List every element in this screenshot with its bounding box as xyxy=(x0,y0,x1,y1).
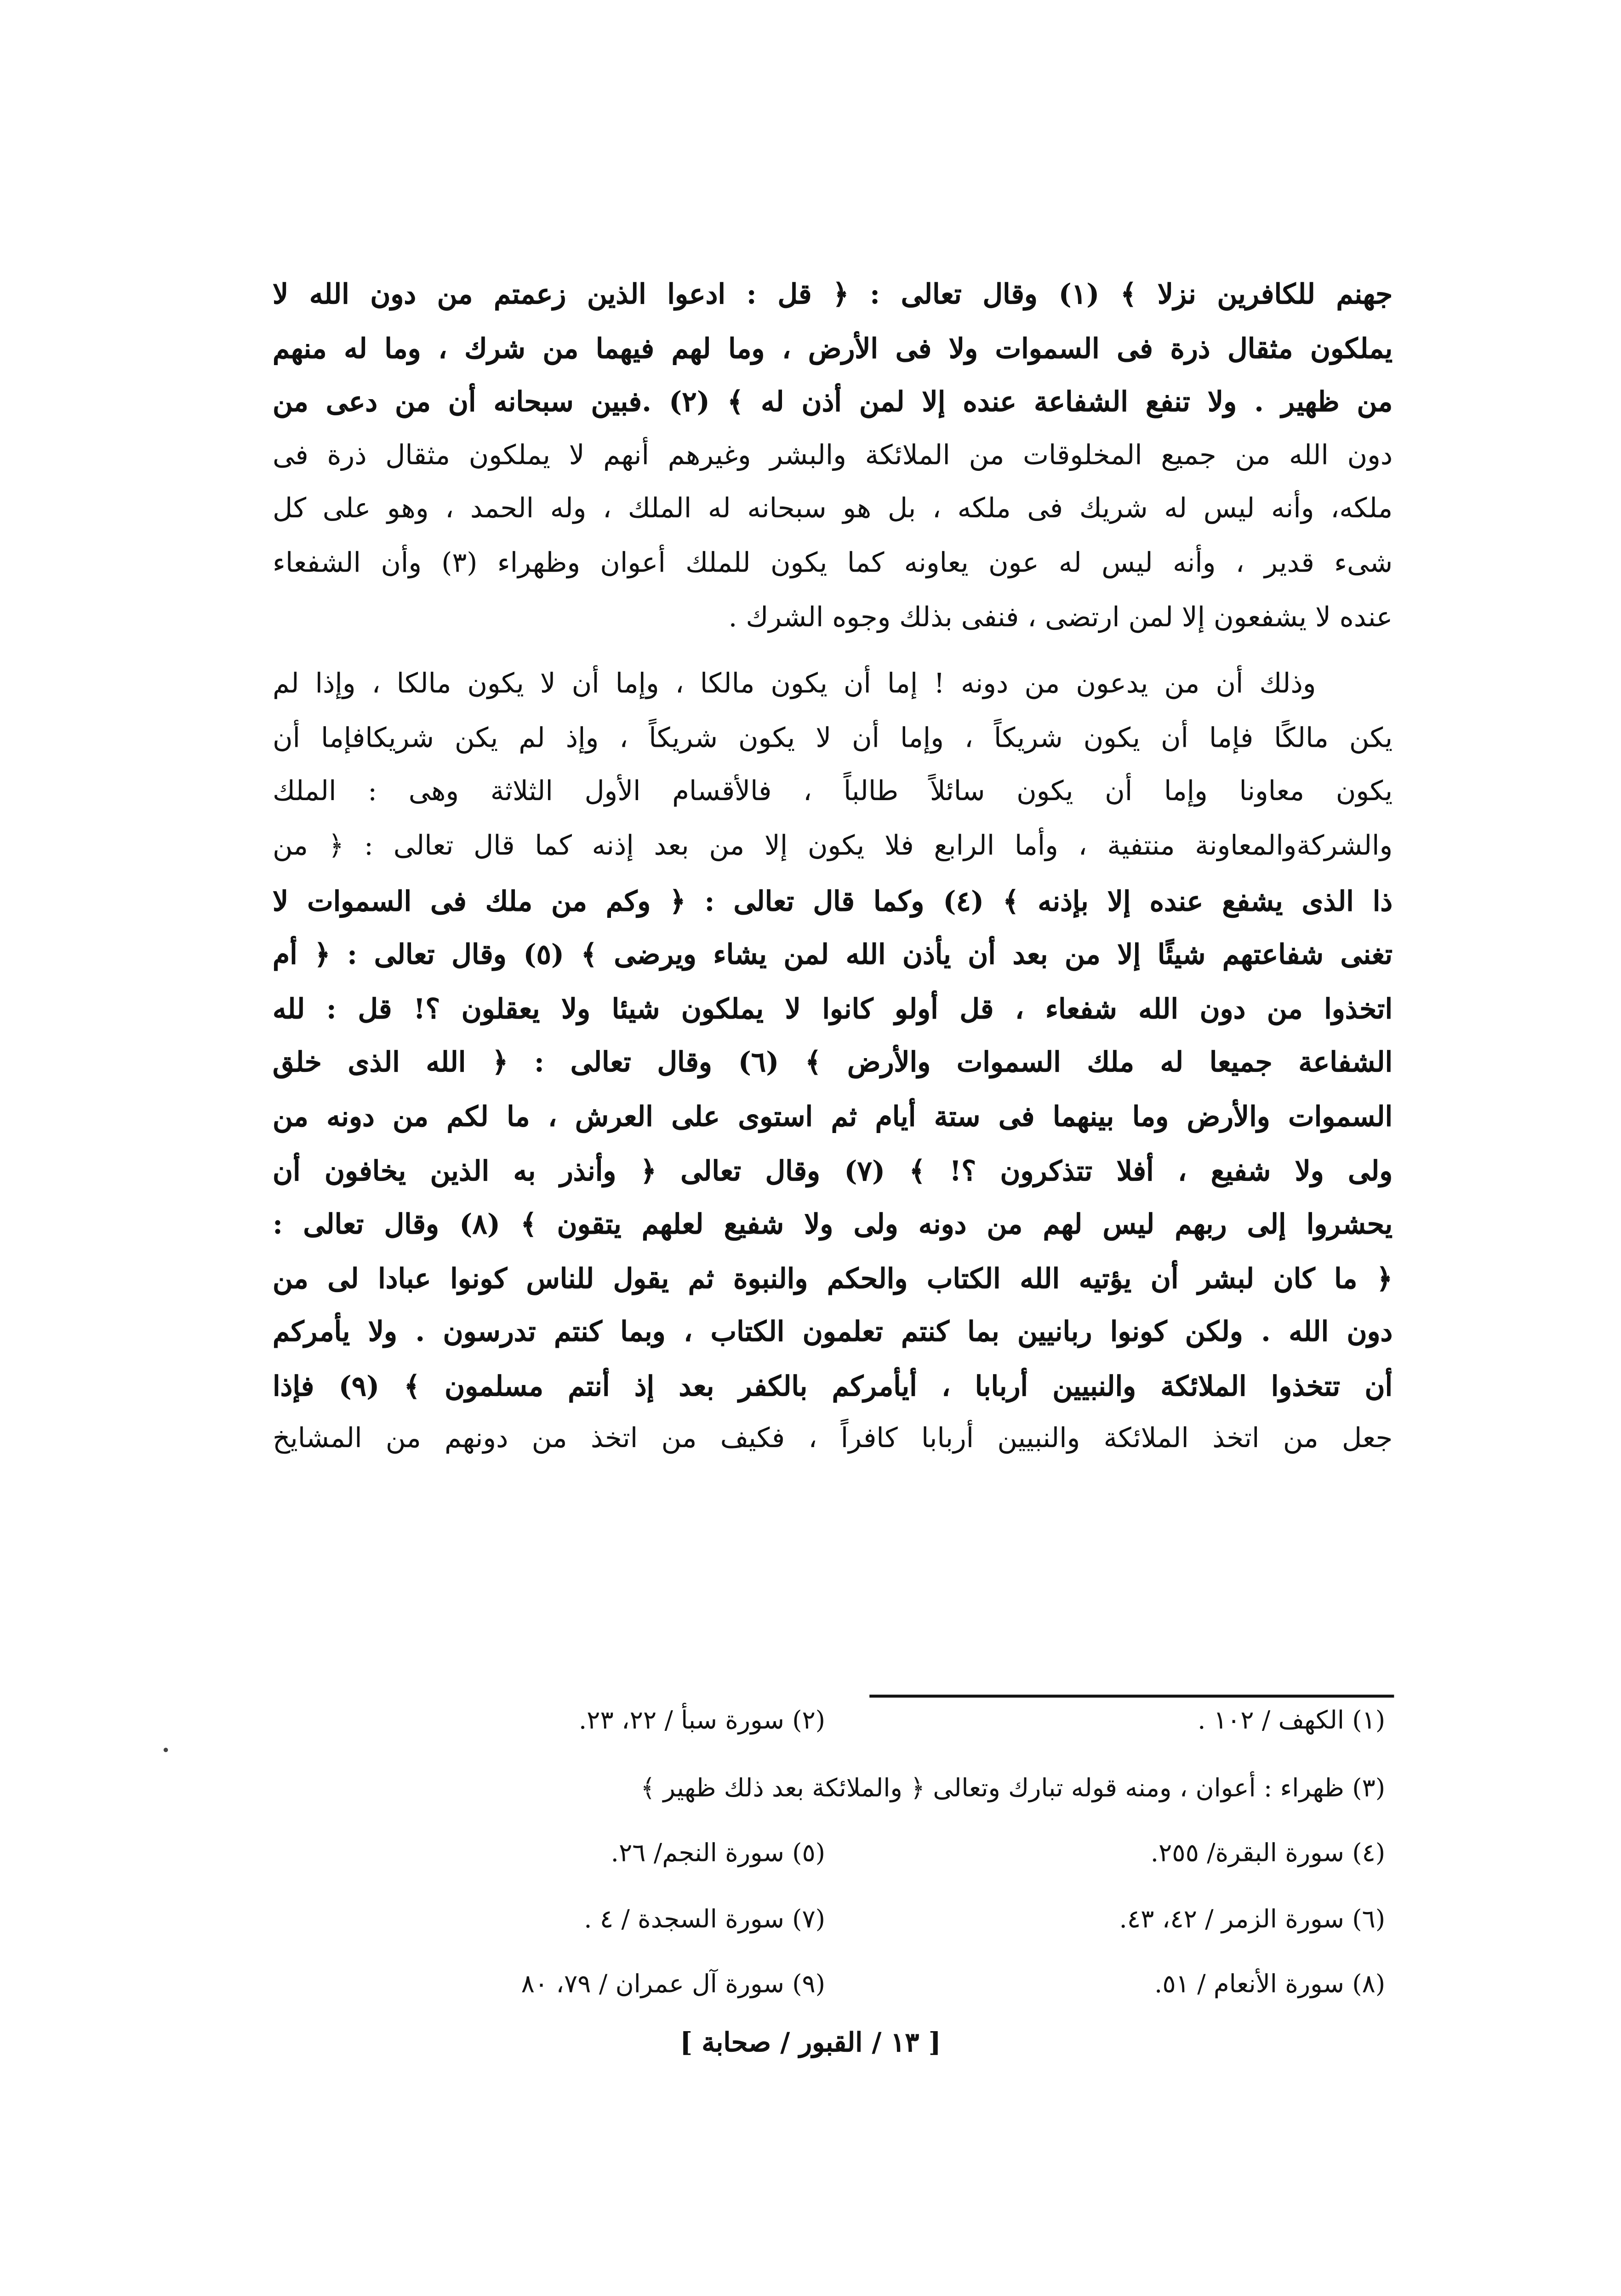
text-line: ملكه، وأنه ليس له شريك فى ملكه ، بل هو سبحانه له الملك ، وله الحمد ، وهو على كل xyxy=(273,494,1393,526)
footnote-7: (٧) سورة السجدة / ٤ . xyxy=(584,1905,826,1935)
text-line: الشفاعة جميعا له ملك السموات والأرض ﴾ (٦) وقال تعالى : ﴿ الله الذى خلق xyxy=(273,1047,1393,1079)
text-line: جعل من اتخذ الملائكة والنبيين أربابا كافراً ، فكيف من اتخذ من دونهم من المشايخ xyxy=(273,1424,1393,1455)
footnote-4: (٤) سورة البقرة/ ٢٥٥. xyxy=(1150,1839,1386,1869)
footnote-5: (٥) سورة النجم/ ٢٦. xyxy=(611,1839,826,1869)
main-text xyxy=(273,268,1393,1468)
footnote-6: (٦) سورة الزمر / ٤٢، ٤٣. xyxy=(1119,1905,1386,1935)
paragraph-1 xyxy=(273,268,1393,646)
text-line: يكون معاونا وإما أن يكون سائلاً طالباً ، فالأقسام الأول الثلاثة وهى : الملك xyxy=(273,777,1393,808)
footnote-9: (٩) سورة آل عمران / ٧٩، ٨٠ xyxy=(521,1970,826,2000)
footnote-1: (١) الكهف / ١٠٢ . xyxy=(1198,1706,1386,1736)
footnote-separator xyxy=(869,1695,1394,1697)
text-line: عنده لا يشفعون إلا لمن ارتضى ، فنفى بذلك وجوه الشرك . xyxy=(728,602,1393,633)
text-line: جهنم للكافرين نزلا ﴾ (١) وقال تعالى : ﴿ قل : ادعوا الذين زعمتم من دون الله لا xyxy=(273,278,1393,311)
text-line: دون الله . ولكن كونوا ربانيين بما كنتم تعلمون الكتاب ، وبما كنتم تدرسون . ولا يأمركم xyxy=(273,1316,1393,1349)
scan-speck xyxy=(164,1748,168,1752)
footnote-2: (٢) سورة سبأ / ٢٢، ٢٣. xyxy=(578,1706,826,1736)
paragraph-2 xyxy=(273,659,1393,1468)
text-line: من ظهير . ولا تنفع الشفاعة عنده إلا لمن أذن له ﴾ (٢) .فبين سبحانه أن من دعى من xyxy=(273,386,1393,419)
text-line: والشركةوالمعاونة منتفية ، وأما الرابع فلا يكون إلا من بعد إذنه كما قال تعالى : ﴿ من xyxy=(273,831,1393,862)
text-line: تغنى شفاعتهم شيئًا إلا من بعد أن يأذن الله لمن يشاء ويرضى ﴾ (٥) وقال تعالى : ﴿ أم xyxy=(273,939,1393,972)
text-line: شىء قدير ، وأنه ليس له عون يعاونه كما يكون للملك أعوان وظهراء (٣) وأن الشفعاء xyxy=(273,548,1393,579)
page-reference: [ ١٣ / القبور / صحابة ] xyxy=(679,2027,941,2059)
footnote-8: (٨) سورة الأنعام / ٥١. xyxy=(1154,1970,1386,2000)
text-line: ولى ولا شفيع ، أفلا تتذكرون ؟! ﴾ (٧) وقال تعالى ﴿ وأنذر به الذين يخافون أن xyxy=(273,1154,1393,1187)
text-line: يكن مالكًا فإما أن يكون شريكاً ، وإما أن لا يكون شريكاً ، وإذ لم يكن شريكافإما أن xyxy=(273,723,1393,754)
text-line: السموات والأرض وما بينهما فى ستة أيام ثم استوى على العرش ، ما لكم من دونه من xyxy=(273,1100,1393,1134)
text-line: وذلك أن من يدعون من دونه ! إما أن يكون مالكا ، وإما أن لا يكون مالكا ، وإذا لم xyxy=(273,669,1316,700)
text-line: ذا الذى يشفع عنده إلا بإذنه ﴾ (٤) وكما قال تعالى : ﴿ وكم من ملك فى السموات لا xyxy=(273,885,1393,917)
footnote-3: (٣) ظهراء : أعوان ، ومنه قوله تبارك وتعالى ﴿ والملائكة بعد ذلك ظهير ﴾ xyxy=(640,1774,1386,1804)
text-line: يحشروا إلى ربهم ليس لهم من دونه ولى ولا شفيع لعلهم يتقون ﴾ (٨) وقال تعالى : xyxy=(273,1208,1393,1241)
text-line: اتخذوا من دون الله شفعاء ، قل أولو كانوا لا يملكون شيئا ولا يعقلون ؟! قل : لله xyxy=(273,993,1393,1025)
text-line: يملكون مثقال ذرة فى السموات ولا فى الأرض ، وما لهم فيهما من شرك ، وما له منهم xyxy=(273,332,1393,365)
text-line: أن تتخذوا الملائكة والنبيين أربابا ، أيأمركم بالكفر بعد إذ أنتم مسلمون ﴾ (٩) فإذا xyxy=(273,1370,1393,1403)
text-line: دون الله من جميع المخلوقات من الملائكة والبشر وغيرهم أنهم لا يملكون مثقال ذرة فى xyxy=(273,440,1393,471)
text-line: ﴿ ما كان لبشر أن يؤتيه الله الكتاب والحكم والنبوة ثم يقول للناس كونوا عبادا لى من xyxy=(273,1262,1393,1295)
